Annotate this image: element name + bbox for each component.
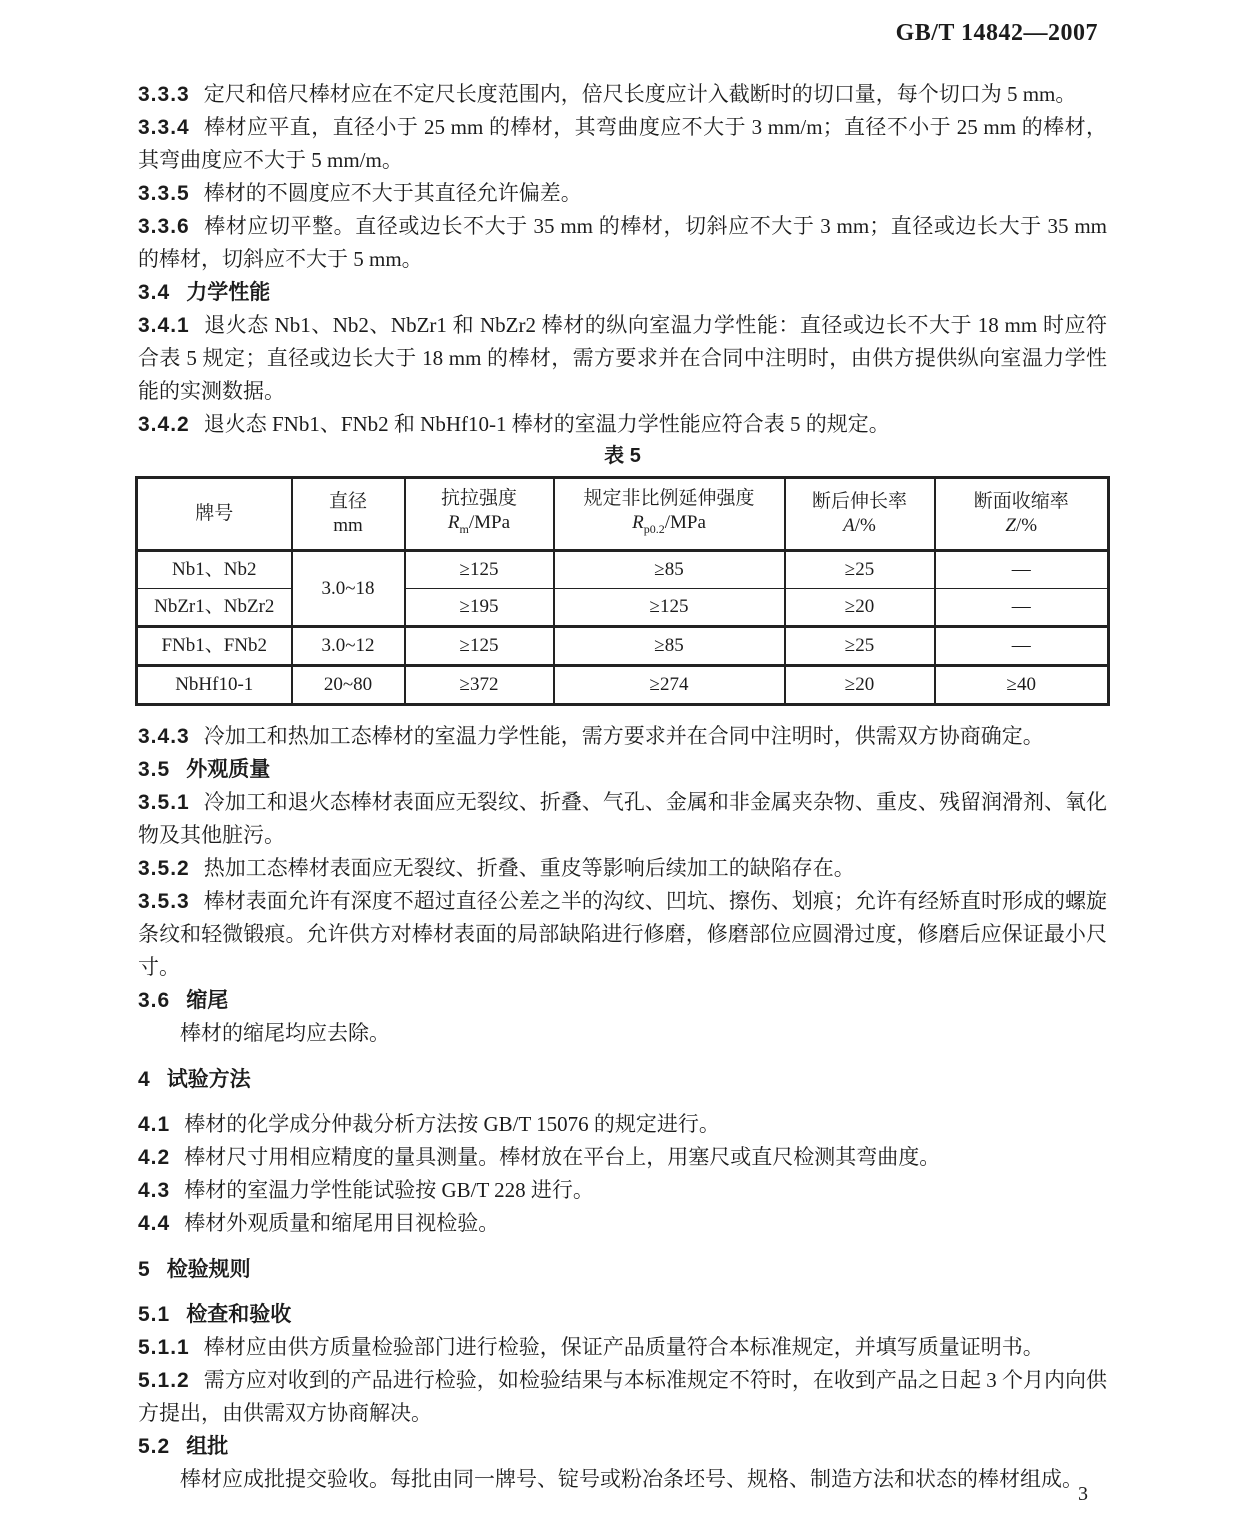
section-heading-3-5	[138, 753, 1107, 786]
document-body	[138, 78, 1107, 1496]
cell-proof: ≥274	[554, 666, 785, 705]
paragraph-5-2-body: 棒材应成批提交验收。每批由同一牌号、锭号或粉冶条坯号、规格、制造方法和状态的棒材组成。	[180, 1467, 1083, 1491]
clause-number: 3.5.3	[138, 890, 190, 913]
cell-proof: ≥125	[554, 589, 785, 627]
cell-elongation: ≥20	[785, 589, 935, 627]
heading-title: 力学性能	[186, 281, 271, 304]
cell-proof: ≥85	[554, 551, 785, 589]
cell-reduction: —	[935, 589, 1109, 627]
clause-number: 3.5.1	[138, 791, 190, 814]
heading-number: 4	[138, 1068, 151, 1091]
col-header-elongation: 断后伸长率 A/%	[785, 478, 935, 551]
table-5	[135, 476, 1110, 706]
clause-text: 棒材尺寸用相应精度的量具测量。棒材放在平台上，用塞尺或直尺检测其弯曲度。	[184, 1145, 941, 1169]
clause-number: 3.3.5	[138, 182, 190, 205]
section-heading-5-2	[138, 1430, 1107, 1463]
clause-3-5-1	[138, 786, 1107, 852]
clause-3-4-2	[138, 408, 1107, 441]
clause-number: 3.3.6	[138, 215, 190, 238]
clause-5-1-2	[138, 1364, 1107, 1430]
cell-grade: Nb1、Nb2	[137, 551, 292, 589]
clause-text: 退火态 Nb1、Nb2、NbZr1 和 NbZr2 棒材的纵向室温力学性能：直径或边长不大于 18 mm 时应符合表 5 规定；直径或边长大于 18 mm 的棒材，需方要求并在合同中注明时，由供方提供纵向室温力学性能的实测数据。	[138, 313, 1107, 403]
col-header-diameter: 直径 mm	[292, 478, 405, 551]
heading-title: 检验规则	[166, 1258, 251, 1281]
cell-proof: ≥85	[554, 627, 785, 666]
col-header-grade: 牌号	[137, 478, 292, 551]
cell-elongation: ≥25	[785, 627, 935, 666]
table-row	[137, 666, 1109, 705]
cell-tensile: ≥125	[405, 551, 554, 589]
heading-number: 5.2	[138, 1435, 171, 1458]
clause-text: 需方应对收到的产品进行检验，如检验结果与本标准规定不符时，在收到产品之日起 3 个月内向供方提出，由供需双方协商解决。	[138, 1368, 1107, 1425]
cell-reduction: —	[935, 551, 1109, 589]
cell-grade: NbZr1、NbZr2	[137, 589, 292, 627]
clause-3-3-5	[138, 177, 1107, 210]
cell-grade: FNb1、FNb2	[137, 627, 292, 666]
heading-title: 外观质量	[186, 758, 271, 781]
clause-3-5-3	[138, 885, 1107, 984]
document-number: GB/T 14842—2007	[895, 20, 1098, 46]
clause-number: 3.3.4	[138, 116, 190, 139]
clause-3-5-2	[138, 852, 1107, 885]
table-header-row	[137, 478, 1109, 551]
heading-title: 组批	[186, 1435, 229, 1458]
cell-tensile: ≥372	[405, 666, 554, 705]
clause-text: 冷加工和退火态棒材表面应无裂纹、折叠、气孔、金属和非金属夹杂物、重皮、残留润滑剂、氧化物及其他脏污。	[138, 790, 1107, 847]
cell-reduction: —	[935, 627, 1109, 666]
clause-text: 棒材表面允许有深度不超过直径公差之半的沟纹、凹坑、擦伤、划痕；允许有经矫直时形成的螺旋条纹和轻微锻痕。允许供方对棒材表面的局部缺陷进行修磨，修磨部位应圆滑过度，修磨后应保证最小尺寸。	[138, 889, 1107, 979]
chapter-heading-5	[138, 1253, 1107, 1286]
clause-3-3-4	[138, 111, 1107, 177]
clause-text: 热加工态棒材表面应无裂纹、折叠、重皮等影响后续加工的缺陷存在。	[203, 856, 855, 880]
clause-number: 3.4.2	[138, 413, 190, 436]
clause-3-3-6	[138, 210, 1107, 276]
clause-number: 3.3.3	[138, 83, 190, 106]
col-header-proof-strength: 规定非比例延伸强度 $R_{p0.2}$/MPa	[554, 478, 785, 551]
cell-tensile: ≥195	[405, 589, 554, 627]
table-5-container	[135, 476, 1107, 706]
cell-grade: NbHf10-1	[137, 666, 292, 705]
clause-3-4-3	[138, 720, 1107, 753]
clause-number: 5.1.1	[138, 1336, 190, 1359]
clause-4-3	[138, 1174, 1107, 1207]
clause-number: 4.4	[138, 1212, 171, 1235]
clause-text: 棒材的不圆度应不大于其直径允许偏差。	[203, 181, 582, 205]
clause-3-4-1	[138, 309, 1107, 408]
clause-text: 棒材应平直，直径小于 25 mm 的棒材，其弯曲度应不大于 3 mm/m；直径不小于 25 mm 的棒材，其弯曲度应不大于 5 mm/m。	[138, 115, 1107, 172]
cell-diameter: 3.0~18	[292, 551, 405, 627]
section-heading-5-1	[138, 1298, 1107, 1331]
clause-text: 定尺和倍尺棒材应在不定尺长度范围内，倍尺长度应计入截断时的切口量，每个切口为 5 mm。	[203, 82, 1077, 106]
clause-3-3-3	[138, 78, 1107, 111]
clause-4-2	[138, 1141, 1107, 1174]
clause-4-4	[138, 1207, 1107, 1240]
paragraph-3-6-body: 棒材的缩尾均应去除。	[180, 1021, 390, 1045]
clause-number: 4.2	[138, 1146, 171, 1169]
heading-number: 3.6	[138, 989, 171, 1012]
clause-4-1	[138, 1108, 1107, 1141]
heading-title: 试验方法	[166, 1068, 251, 1091]
cell-elongation: ≥25	[785, 551, 935, 589]
clause-text: 棒材的室温力学性能试验按 GB/T 228 进行。	[184, 1178, 594, 1202]
clause-number: 3.4.1	[138, 314, 190, 337]
clause-number: 4.3	[138, 1179, 171, 1202]
chapter-heading-4	[138, 1063, 1107, 1096]
clause-5-1-1	[138, 1331, 1107, 1364]
cell-elongation: ≥20	[785, 666, 935, 705]
section-heading-3-4	[138, 276, 1107, 309]
heading-number: 3.4	[138, 281, 171, 304]
clause-text: 棒材的化学成分仲裁分析方法按 GB/T 15076 的规定进行。	[184, 1112, 720, 1136]
table-5-caption: 表 5	[604, 445, 641, 467]
clause-text: 棒材应由供方质量检验部门进行检验，保证产品质量符合本标准规定，并填写质量证明书。	[203, 1335, 1044, 1359]
heading-number: 5.1	[138, 1303, 171, 1326]
clause-text: 冷加工和热加工态棒材的室温力学性能，需方要求并在合同中注明时，供需双方协商确定。	[203, 724, 1044, 748]
cell-diameter: 3.0~12	[292, 627, 405, 666]
clause-text: 棒材应切平整。直径或边长不大于 35 mm 的棒材，切斜应不大于 3 mm；直径或边长大于 35 mm 的棒材，切斜应不大于 5 mm。	[138, 214, 1107, 271]
col-header-tensile-strength: 抗拉强度 $R_m$/MPa	[405, 478, 554, 551]
clause-number: 3.4.3	[138, 725, 190, 748]
clause-text: 退火态 FNb1、FNb2 和 NbHf10-1 棒材的室温力学性能应符合表 5 的规定。	[203, 412, 890, 436]
heading-number: 5	[138, 1258, 151, 1281]
heading-title: 缩尾	[186, 989, 229, 1012]
heading-title: 检查和验收	[186, 1303, 292, 1326]
cell-tensile: ≥125	[405, 627, 554, 666]
page-number: 3	[1078, 1483, 1088, 1505]
table-row	[137, 589, 1109, 627]
heading-number: 3.5	[138, 758, 171, 781]
clause-number: 3.5.2	[138, 857, 190, 880]
section-heading-3-6	[138, 984, 1107, 1017]
cell-diameter: 20~80	[292, 666, 405, 705]
clause-text: 棒材外观质量和缩尾用目视检验。	[184, 1211, 500, 1235]
col-header-reduction-of-area: 断面收缩率 Z/%	[935, 478, 1109, 551]
table-row	[137, 551, 1109, 589]
table-row	[137, 627, 1109, 666]
clause-number: 5.1.2	[138, 1369, 190, 1392]
cell-reduction: ≥40	[935, 666, 1109, 705]
clause-number: 4.1	[138, 1113, 171, 1136]
